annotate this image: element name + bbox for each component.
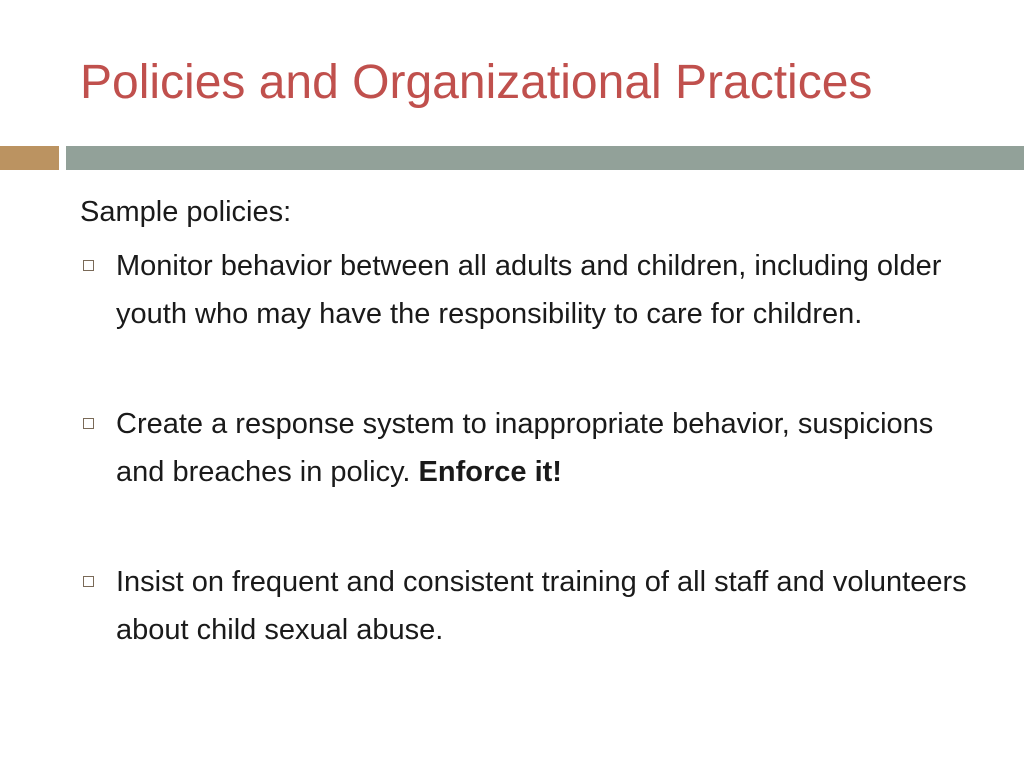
bullet-text: Create a response system to inappropriate behavior, suspicions and breaches in policy.: [116, 408, 934, 488]
accent-bar: [0, 146, 59, 170]
bullet-text: Insist on frequent and consistent training of all staff and volunteers about child sexual abuse.: [116, 566, 967, 646]
bullet-text: Monitor behavior between all adults and children, including older youth who may have the responsibility to care for children.: [116, 250, 942, 330]
bullet-item: [80, 242, 980, 338]
intro-text: Sample policies:: [80, 196, 292, 228]
hollow-square-icon: [83, 418, 94, 429]
divider-bar: [66, 146, 1024, 170]
hollow-square-icon: [83, 260, 94, 271]
bullet-emphasis: Enforce it!: [418, 456, 562, 488]
hollow-square-icon: [83, 576, 94, 587]
slide-title: Policies and Organizational Practices: [80, 56, 873, 109]
slide-content: [80, 188, 980, 654]
bullet-item: [80, 400, 980, 496]
bullet-list: [80, 242, 980, 654]
bullet-item: [80, 558, 980, 654]
